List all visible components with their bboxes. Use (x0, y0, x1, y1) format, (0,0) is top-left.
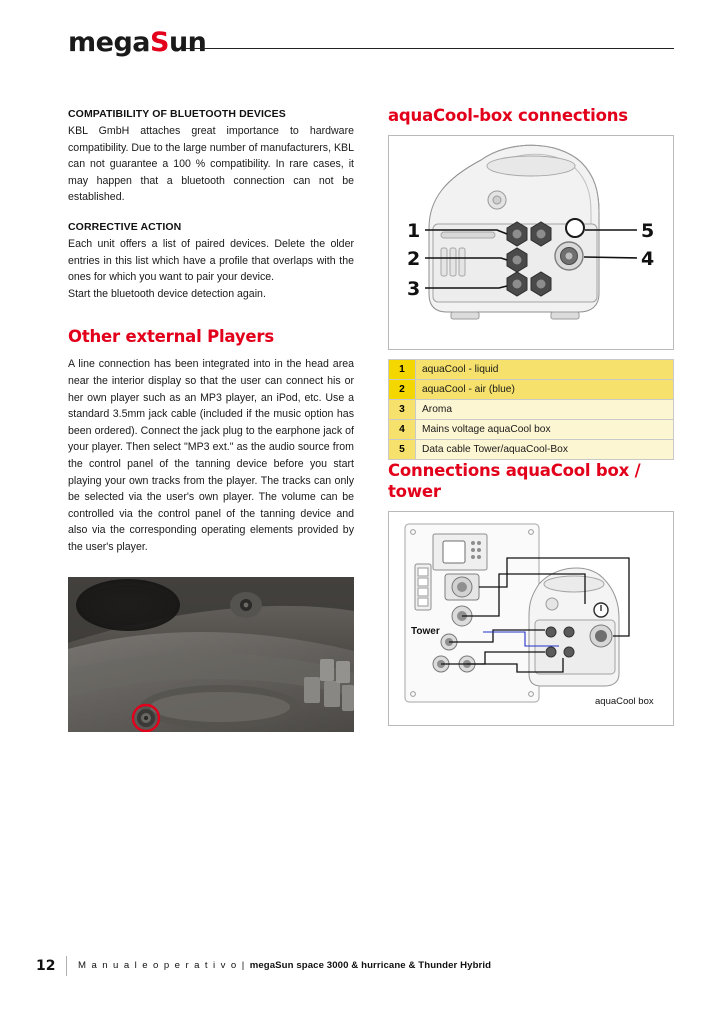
footer-text (78, 960, 491, 971)
svg-text:3: 3 (407, 278, 421, 300)
svg-text:Tower: Tower (411, 626, 440, 637)
header-divider (186, 48, 674, 49)
svg-text:4: 4 (641, 248, 655, 270)
page-footer (24, 956, 700, 978)
page-header (68, 28, 674, 62)
legend-number: 3 (389, 400, 416, 420)
figure-connections-box-tower (388, 511, 674, 726)
svg-text:1: 1 (407, 220, 421, 242)
heading-corrective-action: CORRECTIVE ACTION (68, 220, 182, 233)
legend-number: 1 (389, 360, 416, 380)
heading-connections-box-tower: Connections aquaCool box / tower (388, 461, 641, 501)
svg-text:aquaCool box: aquaCool box (595, 696, 654, 707)
heading-other-players: Other external Players (68, 327, 274, 347)
table-row (389, 420, 674, 440)
legend-text: aquaCool - liquid (416, 360, 674, 380)
legend-text: aquaCool - air (blue) (416, 380, 674, 400)
figure-aquacool-box-connections (388, 135, 674, 350)
logo-text-accent: S (150, 27, 169, 58)
paragraph-other-players: A line connection has been integrated into in the head area near the interior display so that the user can connect his or her own player such as an MP3 player, an iPod, etc. Use a standard 3.5mm jack cable (included if the music option has been ordered). Connect the jack plug to the earphone jack of your player. Then select "MP3 ext." as the audio source from the control panel of the tanning device before you start playing your own tracks from the player. The tracks can only be selected via the user's own player. The volume can be controlled via the control panel of the tanning device and also via the corresponding operating elements provided by the user's player. (68, 358, 354, 553)
table-row (389, 360, 674, 380)
svg-text:5: 5 (641, 220, 655, 242)
footer-manual-label: M a n u a l e o p e r a t i v o | (78, 960, 246, 971)
figure2-graphic (389, 512, 673, 725)
legend-table-body (389, 360, 674, 460)
legend-text: Mains voltage aquaCool box (416, 420, 674, 440)
page-number: 12 (36, 958, 56, 974)
legend-text: Aroma (416, 400, 674, 420)
heading-compatibility: COMPATIBILITY OF BLUETOOTH DEVICES (68, 108, 286, 120)
table-row (389, 400, 674, 420)
legend-text: Data cable Tower/aquaCool-Box (416, 440, 674, 460)
logo-text-part2: un (168, 27, 207, 58)
logo-text-part1: mega (68, 27, 150, 58)
brand-logo (68, 28, 206, 58)
table-row (389, 440, 674, 460)
figure1-graphic (389, 136, 673, 349)
legend-number: 4 (389, 420, 416, 440)
legend-number: 2 (389, 380, 416, 400)
paragraph-corrective-action-2: Start the bluetooth device detection again. (68, 287, 266, 300)
table-row (389, 380, 674, 400)
legend-number: 5 (389, 440, 416, 460)
footer-divider (66, 956, 67, 976)
right-column (388, 105, 674, 726)
photo-headrest-jack (68, 577, 354, 732)
svg-text:2: 2 (407, 248, 421, 270)
paragraph-corrective-action: Each unit offers a list of paired devices. Delete the older entries in this list which have a profile that overlaps with the ones for which you want to pair your device. (68, 237, 354, 284)
photo-graphic (68, 577, 354, 732)
legend-table (388, 359, 674, 460)
heading-aquacool-box-connections: aquaCool-box connections (388, 106, 628, 125)
left-column (68, 108, 354, 732)
paragraph-compatibility: KBL GmbH attaches great importance to hardware compatibility. Due to the large number of manufacturers, KBL can not guarantee a 100 % compatibility. In rare cases, it may happen that a bluetooth connection can not be established. (68, 125, 354, 204)
footer-manual-title: megaSun space 3000 & hurricane & Thunder Hybrid (249, 960, 492, 971)
